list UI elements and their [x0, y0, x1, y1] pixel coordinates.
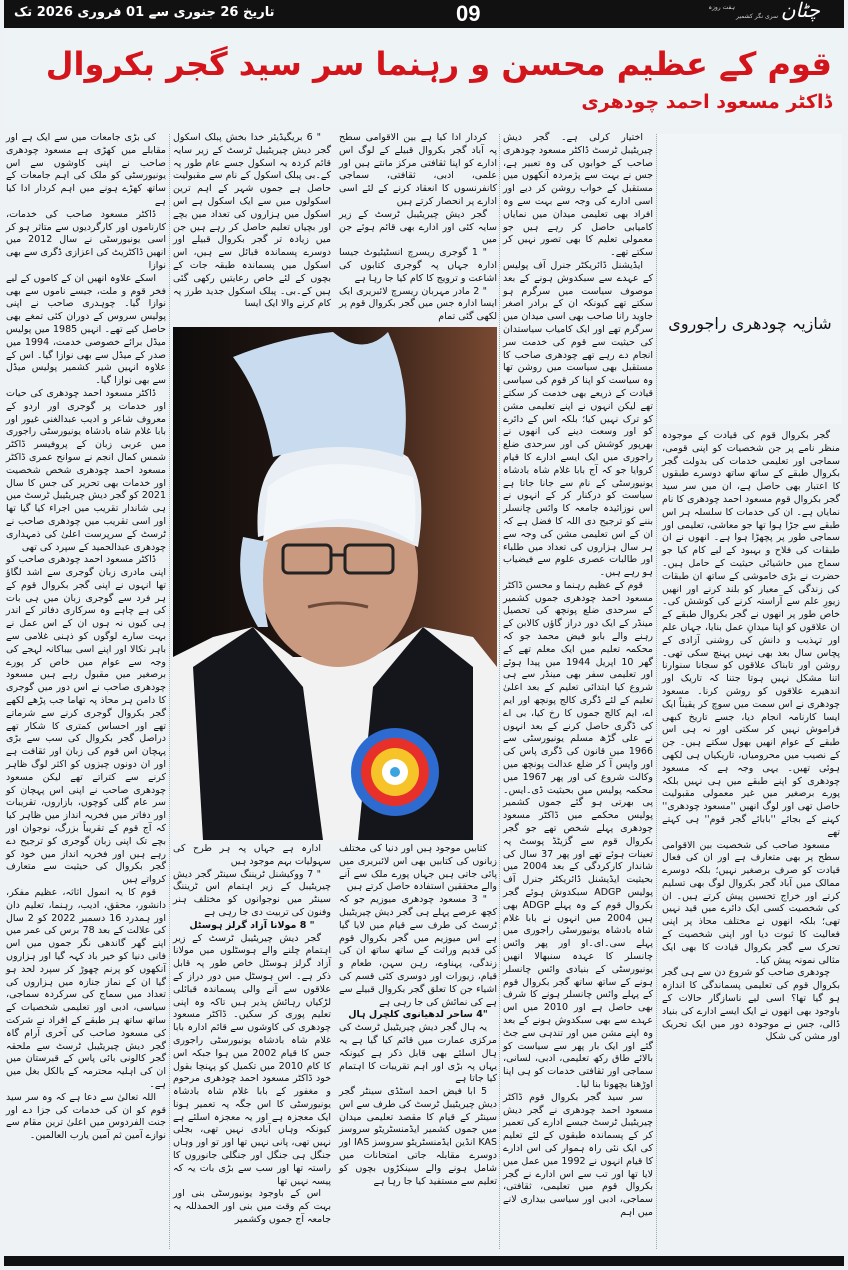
paragraph: ادارہ ہے جہاں پہ ہر طرح کی سہولیات بہم موجود ہیں [173, 842, 331, 867]
paragraph: ڈاکٹر مسعود صاحب کی خدمات، کارناموں اور کارگردیوں سے متاثر ہو کر اسی یونیورسٹی نے سال 2012 میں انھیں ڈاکٹریٹ کی اعزازی ڈگری سے بھی نوازا [6, 208, 166, 271]
headline: قوم کے عظیم محسن و رہنما سر سید گجر بکروال [45, 45, 832, 83]
column-divider [499, 134, 500, 1249]
headline-subject: ڈاکٹر مسعود احمد چودھری [581, 91, 832, 113]
logo-location: سری نگر کشمیر [736, 13, 778, 20]
column-c-bottom [339, 843, 497, 1227]
column-e [662, 430, 840, 1044]
paragraph: اللہ تعالیٰ سے دعا ہے کہ وہ سر سید قوم کو ان کی خدمات کی جزا دے اور جنت الفردوس میں اعلیٰ ترین مقام سے نوازے آمین ثم آمین یارب العالمین۔ [6, 1091, 166, 1142]
paragraph: سر سید گجر بکروال قوم ڈاکٹر مسعود احمد چودھری نے گجر دیش چیریٹیبل ٹرسٹ جیسے ادارے کی تعمیر کر کے پسماندہ طبقوں کے لئے تعلیم کی ایک نئی راہ ہموار کی اس ادارے کا قیام انہوں نے 1992 میں عمل میں لایا تھا اور تب سے اس ادارے نے گجر بکروال قوم میں تعلیمی، ثقافتی، سماجی، ادبی اور سیاسی بیداری لانے میں اہم [503, 1091, 653, 1218]
column-divider [169, 134, 170, 1249]
paragraph: یہ ہال گجر دیش چیریٹیبل ٹرسٹ کی مرکزی عمارت میں قائم کیا گیا ہے یہ ہال اسلئے بھی قابل ذکر ہے کیونکہ یہاں پہ بڑی اور اہم تقریبات کا اہتمام کیا جاتا ہے [339, 1022, 497, 1085]
subheading: "4 ساحر لدھیانوی کلچرل ہال [348, 1009, 488, 1021]
paragraph: " 3 مسعود چودھری میوزیم جو کہ کچھ عرصے پہلے ہی گجر دیش چیریٹیبل ٹرسٹ کی طرف سے قیام میں لایا گیا ہے اس میوزیم میں گجر بکروال قوم کی قدیم وراثت کے ساتھ ساتھ ان کی زندگی، پہناوے، رہن سہن، طعام و قیام، زیورات اور دوسری کئی قسم کی اشیاء جن کا تعلق گجر بکروال قبیلے سے ہے کی نمائش کی جا رہی ہے [339, 894, 497, 1008]
subheading: " 8 مولانا آزاد گرلز ہوسٹل [189, 919, 315, 931]
author-box [658, 134, 842, 424]
logo-tagline: ہفت روزہ [708, 4, 735, 11]
paragraph: قوم کا یہ انمول اثاثہ، عظیم مفکر، دانشور، محقق، ادیب، رہنما، تعلیم دان اور ہمدرد 16 دسمبر 2022 کو 2 سال کی علالت کے بعد 78 برس کی عمر میں اپنے گھر گاندھی نگر جموں میں اس فانی دنیا کو خیر باد کہہ گیا اور ہزاروں آنکھوں کو پرنم چھوڑ کر سپرد لحد ہو گیا ان کے نماز جنازہ میں ہزاروں کی تعداد میں سماج کی سرکردہ سماجی، سیاسی، ادبی اور تعلیمی شخصیات کے ساتھ ساتھ ہر طبقے کے افراد نے شرکت کی مسعود صاحب کی آخری آرام گاہ گجر دیش چیریٹیبل ٹرسٹ سے ملحقہ گجر کالونی بائی پاس کے قبرستان میں ان کی اہلیہ محترمہ کے بالکل بغل میں ہے۔ [6, 887, 167, 1090]
paragraph: گجر بکروال قوم کی قیادت کے موجودہ منظر نامے پر جن شخصیات کو اپنی قومی، سماجی اور تعلیمی خدمات کی بدولت گجر بکروال طبقے کے ساتھ ساتھ دوسرے طبقوں کا اعتبار بھی حاصل ہے، ان میں سر سید گجر بکروال قوم مسعود احمد چودھری کا نام نمایاں ہے۔ ان کی خدمات کا سلسلہ ہر اس طبقے سے جڑا ہوا تھا جو معاشی، تعلیمی اور سماجی طور پر پچھڑا ہوا ہے۔ انھوں نے ان طبقات کی فلاح و بہبود کے لیے کام کیا جو سماج میں حاشیائی حیثیت کے حامل ہیں۔ حضرت نے بڑی خاموشی کے ساتھ ان طبقات کی زندگی کے معیار کو بلند کرنے اور انھیں زیورِ علم سے آراستہ کرنے کی کوشش کی۔ خاص طور پر انھوں نے گجر بکروال طبقے کے ان علاقوں کو اپنا میدانِ عمل بنایا، جہاں علم اور تہذیب و دانش کی روشنی آزادی کے پچاس سال بعد بھی نہیں پہنچ سکی تھی۔ روشن اور تابناک علاقوں کو سجانا سنوارنا اتنا مشکل نہیں ہوتا جتنا کہ تاریک اور اندھیرے علاقوں کو روشن کرنا۔ مسعود چودھری نے اس سمت میں سوچ کر یقیناً ایک ایسا کارنامہ انجام دیا، جسے تاریخ کبھی فراموش نہیں کر سکتی اور نہ ہی اس طبقے کے عوام انھیں بھول سکتے ہیں۔ جن کے نصیب میں محرومیاں، تاریکیاں ہی لکھی ہوئی تھیں۔ یہی وجہ ہے کہ مسعود چودھری کو اپنے طبقے میں ہی نہیں بلکہ پورے برصغیر میں غیر معمولی مقبولیت حاصل تھی اور لوگ انھیں ''مسعود چودھری'' کہنے کے بجائے ''بابائے گجر قوم'' ہی کہتے تھے [662, 430, 840, 838]
middle-columns [173, 132, 497, 1227]
paragraph: " 7 ووکیشنل ٹریننگ سینٹر گجر دیش چیریٹیبل کے زیر اہتمام اس ٹریننگ سینٹر میں نوجوانوں کو مختلف ہنر وفنون کی تربیت دی جا رہی ہے [173, 868, 331, 918]
masthead-bar [4, 0, 844, 28]
paragraph: اس کے باوجود یونیورسٹی بنی اور بہت کم وقت میں بنی اور الحمدللہ یہ جامعہ آج جموں وکشمیر [173, 1188, 331, 1226]
paragraph: اسکے علاوہ انھیں ان کے کاموں کے لیے فخر قوم و ملت، جیسے ناموں سے بھی نوازا گیا۔ چوہدری صاحب نے اپنی پولیس سروس کے دوران کئی تمغے بھی حاصل کیے تھے۔ انہیں 1985 میں پولیس میڈل برائے خصوصی خدمت، 1994 میں صدر کے میڈل سے بھی نوازا گیا۔ اس کے علاوہ انہیں شیر کشمیر پولیس میڈل سے بھی نوازا گیا۔ [6, 272, 166, 387]
column-b-top [173, 132, 331, 324]
paragraph: اختیار کرلی ہے۔ گجر دیش چیریٹیبل ٹرسٹ ڈاکٹر مسعود چودھری صاحب کے خوابوں کی وہ تعبیر ہے، جس نے بہت سے پژمردہ آنکھوں میں مستقبل کے خواب روشن کر دیے اور اسی ادارے کی وجہ سے بہت سے وہ افراد بھی تعلیمی میدان میں نمایاں کامیابی حاصل کر رہے ہیں جو معمولی تعلیم کا بھی تصور نہیں کر سکتے تھے۔ [503, 132, 653, 259]
paragraph: " 6 بریگیڈیئر خدا بخش پبلک اسکول گجر دیش چیریٹیبل ٹرسٹ کے زیر سایہ قائم کردہ یہ اسکول جسے عام طور پہ کے۔بی پبلک اسکول کے نام سے مقبولیت حاصل ہے جموں شہر کے اہم ترین اسکولوں میں سے ایک اسکول ہے اس اسکول میں ہزاروں کی تعداد میں بچے اور بچیاں تعلیم حاصل کر رہے ہیں جن میں زیادہ تر گجر بکروال قبیلے اور دوسرے پسماندہ قبائل سے ہیں، اس اسکول میں پسماندہ طبقہ جات کے بچوں کے لئے خاص رعایتیں رکھی گئی ہیں کے۔بی۔ پبلک اسکول جدید طرز پہ کام کرنے والا ایک ایسا [173, 132, 331, 310]
logo-wordmark: چٹان [780, 0, 820, 22]
paragraph: " 2 مادر مہربان ریسرچ لائبریری ایک ایسا ادارہ جس میں گجر بکروال قوم پر لکھی گئی تمام [339, 285, 497, 323]
footer-bar [4, 1256, 844, 1266]
paragraph: ڈاکٹر مسعود احمد چودھری صاحب کو اپنی مادری زبان گوجری سے اشد لگاؤ تھا انہوں نے اپنی گجر بکروال قوم کے ہر فرد سے گوجری زبان میں ہی بات کی ہے چاہے وہ سرکاری دفاتر کے اندر ہی کیوں نہ ہوں ان کے اس عمل نے بہت سارے لوگوں کو ذہنی غلامی سے باہر نکالا اور اپنے اسی بیباکانہ لہجے کی وجہ سے عوام میں خاص کر پورے برصغیر میں مقبول رہے ہیں مسعود چودھری صاحب نے اس دور میں گوجری کا دامن ہر محاذ پہ تھاما جب پڑھے لکھے گجر بکروال گوجری کرنے سے شرماتے تھے اور احساس کمتری کا شکار تھے دراصل گجر بکروال کی سب سے بڑی پہچان اس قوم کی زبان اور ثقافت ہے اور ان دونوں چیزوں کو اکثر لوگ ظاہر کرنے سے کتراتے تھے لیکن مسعود چودھری صاحب نے اپنی اس پہچان کو سر عام گلی کوچوں، بازاروں، تقریبات اور دفاتر میں فخریہ انداز میں ظاہر کیا کہ آج قوم کے تقریباً بزرگ، نوجوان اور بچے تک اپنی زبان گوجری کو ترجیح دے رہے ہیں اور فخریہ انداز میں خود کو گجر بکروال کی حیثیت سے متعارف کرواتے ہیں [6, 554, 166, 886]
author-name: شازیہ چودھری راجوروی [668, 314, 832, 333]
paragraph: گجر دیش چیریٹیبل ٹرسٹ کے زیر سایہ کئی اور ادارے بھی قائم ہوئے جن میں [339, 208, 497, 246]
paragraph: کی بڑی جامعات میں سے ایک ہے اور مقابلے میں کھڑی ہے مسعود چودھری صاحب نے اپنی کاوشوں سے اس یونیورسٹی کو ملک کی اہم جامعات کے ساتھ کھڑے ہونے میں اہم کردار ادا کیا ہے [6, 132, 166, 207]
column-d [503, 132, 653, 1220]
paragraph: چودھری صاحب کو شروع دن سے ہی گجر بکروال قوم کی تعلیمی پسماندگی کا اندازہ ہو گیا تھا؟ اسی لیے ناسازگار حالات کے باوجود بھی انھوں نے ایک ایسے ادارے کی بنیاد ڈالی، جس نے موجودہ دور میں ایک تحریک اور مشن کی شکل [662, 967, 840, 1043]
newspaper-logo [680, 1, 830, 27]
column-b-bottom [173, 843, 331, 1227]
paragraph: ایڈیشنل ڈائریکٹر جنرل آف پولیس کے عہدے سے سبکدوش ہونے کے بعد موصوف سیاست میں سرگرم ہو سکتے تھے کیونکہ ان کے برادر اصغر جاوید رانا صاحب بھی اسی میدان میں سرگرم تھے اور ایک کامیاب سیاستدان کی حیثیت سے قوم کی خدمت سر انجام دے رہے تھے چودھری صاحب کا مستقبل بھی سیاست میں روشن تھا وہ سیاست کو اپنا کر قوم کی سیاسی قیادت کے ذریعے بھی خدمت کر سکتے تھے لیکن انہوں نے اپنے تعلیمی مشن کو ترک نہیں کیا؛ بلکہ اس کے دائرے کو اور وسعت دینے کی انھوں نے بھرپور کوشش کی اور سرحدی ضلع راجوری میں ایک ایسے ادارے کا قیام کروایا جو کہ آج بابا غلام شاہ بادشاہ یونیورسٹی کے نام سے جانا جاتا ہے سیاست کو درکنار کر کے انہوں نے اس نوزائیدہ جامعہ کا وائس چانسلر بننے کو ترجیح دی اللہ کا فضل ہے کہ ان کے اس تعلیمی مشن کی وجہ سے ہر سال ہزاروں کی تعداد میں طلباء اور طالبات عصری علوم سے فیضیاب ہو رہے ہیں۔ [503, 259, 653, 579]
paragraph: ڈاکٹر مسعود احمد چودھری کی حیات اور خدمات پر گوجری اور اردو کے معروف شاعر و ادیب عبدالغنی غیور اور بابا غلام شاہ بادشاہ یونیورسٹی راجوری میں عربی زبان کے پروفیسر ڈاکٹر شمس کمال انجم نے سوانح عمری ڈاکٹر مسعود احمد چودھری شخص شخصیت اور خدمات بھی تحریر کی جس کا سال 2021 کو گجر دیش چیریٹیبل ٹرسٹ میں ہی شاندار تقریب میں اجراء کیا گیا تھا اور اسی تقریب میں چودھری صاحب نے ٹرسٹ کے سرپرست اعلیٰ کی ذمہداری چودھری عبدالحمید کے سپرد کی تھی [6, 387, 166, 553]
column-c-top [339, 132, 497, 324]
column-a [6, 132, 166, 1143]
paragraph: 5 ابا فیض احمد اسٹڈی سینٹر گجر دیش چیریٹیبل ٹرسٹ کی طرف سے اس سینٹر کے قیام کا مقصد تعلیمی میدان میں جموں کشمیر ایڈمنسٹریٹو سروسز KAS انڈین ایڈمنسٹریٹو سروسز IAS اور دوسرے مقابلہ جاتی امتحانات میں شامل ہونے والے سینکڑوں بچوں کو تعلیم سے مستفید کیا جا رہا ہے [339, 1086, 497, 1187]
headline-area [4, 30, 844, 128]
column-divider [656, 134, 657, 1249]
middle-top-row [173, 132, 497, 324]
paragraph: مسعود صاحب کی شخصیت بین الاقوامی سطح پر بھی متعارف ہے اور ان کی فعال قیادت کو صرف برصغیر نہیں؛ بلکہ دوسرے ممالک میں آباد گجر بکروال لوگ بھی تسلیم کرتے اور خراج تحسین پیش کرتے ہیں۔ ان کی شخصیت کسی ایک دائرے میں قید نہیں تھی؛ بلکہ انھوں نے مختلف محاذ پر اپنی فعالیت کا ثبوت دیا اور اپنی شخصیت کے تحرک سے گجر بکروال قیادت کا بھی ایک مثالی نمونہ پیش کیا۔ [662, 839, 840, 966]
paragraph: " 1 گوجری ریسرچ انسٹیٹیوٹ جیسا ادارہ جہاں پہ گوجری کتابوں کی اشاعت و ترویج کا کام کیا جا رہا ہے [339, 247, 497, 284]
paragraph: گجر دیش چیریٹیبل ٹرسٹ کے زیر اہتمام چلنے والے ہوسٹلوں میں مولانا آزاد گرلز ہوسٹل خاص طور پہ قابل ذکر ہے۔ اس ہوسٹل میں دور دراز کے علاقوں سے آنے والی پسماندہ قبائلی لڑکیاں رہائش پذیر ہیں تاکہ وہ اپنی تعلیم پوری کر سکیں۔ ڈاکٹر مسعود چودھری کی کاوشوں سے قائم ادارہ بابا غلام شاہ بادشاہ یونیورسٹی راجوری جس کا قیام 2002 میں ہوا جبکہ اس کا کام 2010 میں تکمیل کو پہنچا بقول خود ڈاکٹر مسعود احمد چودھری مرحوم و مغفور کے بابا غلام شاہ بادشاہ یونیورسٹی کا اس جگہ پہ تعمیر ہونا ایک معجزہ ہے اور یہ معجزہ اسلئے ہے کیونکہ وہاں آبادی نہیں تھی، بجلی نہیں تھی، پانی نہیں تھا اور تو اور وہاں جنگل ہی جنگل اور جنگلی جانوروں کا راستہ تھا اور سب سے بڑی بات یہ کہ پیسہ نہیں تھا [173, 932, 331, 1187]
middle-bottom-row [173, 843, 497, 1227]
paragraph: کردار ادا کیا ہے بین الاقوامی سطح پہ آباد گجر بکروال قبیلے کے لوگ اس ادارے کو اپنا ثقافتی مرکز مانتے ہیں اور علمی، ادبی، ثقافتی، سماجی کانفرنسوں کا انعقاد کرنے کے لئے اسی ادارے پر انحصار کرتے ہیں [339, 132, 497, 207]
paragraph: قوم کے عظیم رہنما و محسن ڈاکٹر مسعود احمد چودھری جموں کشمیر کے سرحدی ضلع پونچھ کی تحصیل مینڈر کے ایک دور دراز گاؤں کالابن کے رہنے والے بابو فیض محمد جو کہ محکمہ تعلیم میں ایک معلم تھے کے گھر 10 اپریل 1944 میں پیدا ہوئے اور تعلیمی سفر بھی مینڈر سے ہی شروع کیا ابتدائی تعلیم کے بعد اعلیٰ تعلیم کے لئے ڈگری کالج پونچھ اور ایم اے، ایم کالج جموں کا رخ کیا، بی اے کی ڈگری حاصل کرنے کے بعد انہوں نے علی گڑھ مسلم یونیورسٹی سے 1966 میں قانون کی ڈگری پاس کی اور واپس آ کر ضلع عدالت پونچھ میں وکالت شروع کی اور پھر 1967 میں محکمہ پولیس میں بحیثیت ڈی۔ایس۔پی بھرتی ہو گئے جموں کشمیر پولیس محکمے میں ڈاکٹر مسعود چودھری پہلے شخص تھے جو گجر بکروال قوم سے گزیٹڈ پوسٹ پہ تعینات ہوئے تھے اور پھر 37 سال کی شاندار کارکردگی کے بعد 2004 میں بحیثیت ایڈیشنل ڈائریکٹر جنرل آف پولیس ADGP سبکدوش ہوئے گجر بکروال قوم کے وہ پہلے ADGP بھی ہیں 2004 میں انہوں نے بابا غلام شاہ بادشاہ یونیورسٹی راجوری میں پہلے سی۔ای۔او اور پھر وائس چانسلر کا عہدہ سنبھالا انھیں یونیورسٹی کے بنیادی وائس چانسلر ہونے کے ساتھ ساتھ گجر بکروال قوم کے پہلے وائس چانسلر ہونے کا شرف بھی حاصل ہے اور 2010 میں اس عہدے سے بھی سبکدوش ہونے کے بعد وہ اپنے مشن میں اور تندہی سے جٹ گئے اور ایک بار پھر سے سیاست کو بالائے طاق رکھ تعلیمی، ادبی، لسانی، سماجی اور ثقافتی خدمات کو ہی اپنا اوڑھنا بچھونا بنا لیا۔ [503, 579, 654, 1090]
portrait-photo [173, 327, 497, 840]
issue-date: تاریخ 26 جنوری سے 01 فروری 2026 تک [14, 5, 275, 20]
paragraph: کتابیں موجود ہیں اور دنیا کی مختلف زبانوں کی کتابیں بھی اس لائبریری میں پائی جاتی ہیں جہاں پورے ملک سے آنے والے محققین استفادہ حاصل کرتے ہیں [339, 842, 497, 893]
rosette-badge [351, 728, 439, 816]
page-number: 09 [456, 1, 481, 26]
